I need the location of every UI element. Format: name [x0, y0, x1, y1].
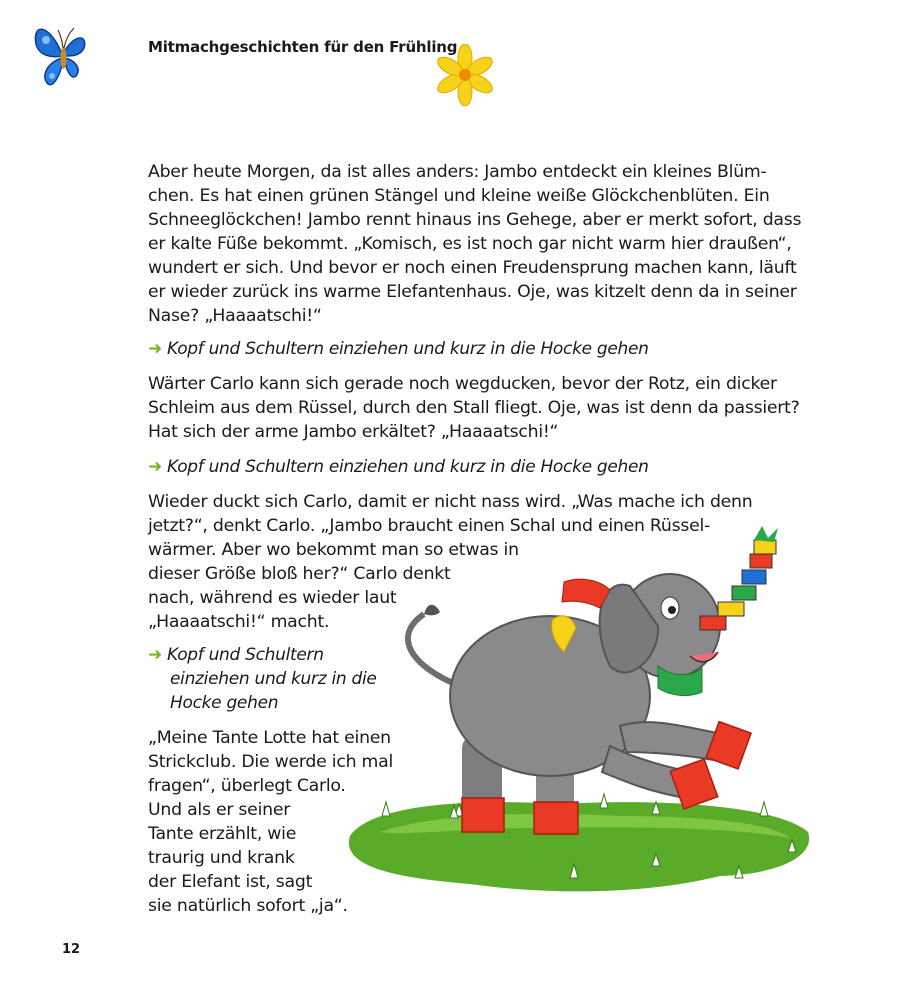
action-3-line: Hocke gehen — [170, 693, 279, 713]
action-2-text: Kopf und Schultern einziehen und kurz in die Hocke gehen — [166, 457, 649, 477]
paragraph-1 — [148, 160, 801, 328]
paragraph-1-line: wundert er sich. Und bevor er noch einen Freudensprung machen kann, läuft — [148, 258, 797, 278]
header-title: Mitmachgeschichten für den Frühling — [148, 38, 458, 56]
paragraph-1-line: Schneeglöckchen! Jambo rennt hinaus ins Gehege, aber er merkt sofort, dass — [148, 210, 802, 230]
action-instruction-2 — [148, 455, 649, 479]
paragraph-2-line: Hat sich der arme Jambo erkältet? „Haaaatschi!“ — [148, 422, 559, 442]
arrow-right-icon: ➜ — [148, 339, 162, 359]
action-instruction-3 — [148, 643, 377, 715]
paragraph-3-line: wärmer. Aber wo bekommt man so etwas in — [148, 540, 519, 560]
paragraph-3-line: nach, während es wieder laut — [148, 588, 397, 608]
paragraph-3 — [148, 490, 752, 634]
action-1-text: Kopf und Schultern einziehen und kurz in die Hocke gehen — [166, 339, 649, 359]
paragraph-4-line: Strickclub. Die werde ich mal — [148, 752, 393, 772]
paragraph-4-line: der Elefant ist, sagt — [148, 872, 313, 892]
paragraph-2-line: Schleim aus dem Rüssel, durch den Stall fliegt. Oje, was ist denn da passiert? — [148, 398, 800, 418]
paragraph-3-line: „Haaaatschi!“ macht. — [148, 612, 330, 632]
paragraph-3-line: jetzt?“, denkt Carlo. „Jambo braucht einen Schal und einen Rüssel- — [148, 516, 711, 536]
paragraph-3-line: dieser Größe bloß her?“ Carlo denkt — [148, 564, 451, 584]
paragraph-4-line: traurig und krank — [148, 848, 295, 868]
paragraph-4-line: Und als er seiner — [148, 800, 291, 820]
paragraph-1-line: chen. Es hat einen grünen Stängel und kleine weiße Glöckchenblüten. Ein — [148, 186, 770, 206]
paragraph-3-line: Wieder duckt sich Carlo, damit er nicht nass wird. „Was mache ich denn — [148, 492, 753, 512]
action-3-line: einziehen und kurz in die — [170, 669, 377, 689]
flower-icon — [433, 44, 497, 106]
paragraph-1-line: Aber heute Morgen, da ist alles anders: Jambo entdeckt ein kleines Blüm- — [148, 162, 767, 182]
paragraph-1-line: er kalte Füße bekommt. „Komisch, es ist noch gar nicht warm hier draußen“, — [148, 234, 792, 254]
action-instruction-1 — [148, 337, 649, 361]
paragraph-4 — [148, 726, 393, 918]
paragraph-1-line: Nase? „Haaaatschi!“ — [148, 306, 322, 326]
arrow-right-icon: ➜ — [148, 645, 162, 665]
butterfly-icon — [30, 18, 92, 90]
paragraph-4-line: sie natürlich sofort „ja“. — [148, 896, 348, 916]
action-3-line: Kopf und Schultern — [166, 645, 324, 665]
paragraph-1-line: er wieder zurück ins warme Elefantenhaus. Oje, was kitzelt denn da in seiner — [148, 282, 797, 302]
page-number: 12 — [62, 942, 81, 957]
paragraph-4-line: „Meine Tante Lotte hat einen — [148, 728, 391, 748]
paragraph-4-line: fragen“, überlegt Carlo. — [148, 776, 346, 796]
arrow-right-icon: ➜ — [148, 457, 162, 477]
paragraph-2-line: Wärter Carlo kann sich gerade noch wegducken, bevor der Rotz, ein dicker — [148, 374, 777, 394]
paragraph-2 — [148, 372, 800, 444]
paragraph-4-line: Tante erzählt, wie — [148, 824, 297, 844]
